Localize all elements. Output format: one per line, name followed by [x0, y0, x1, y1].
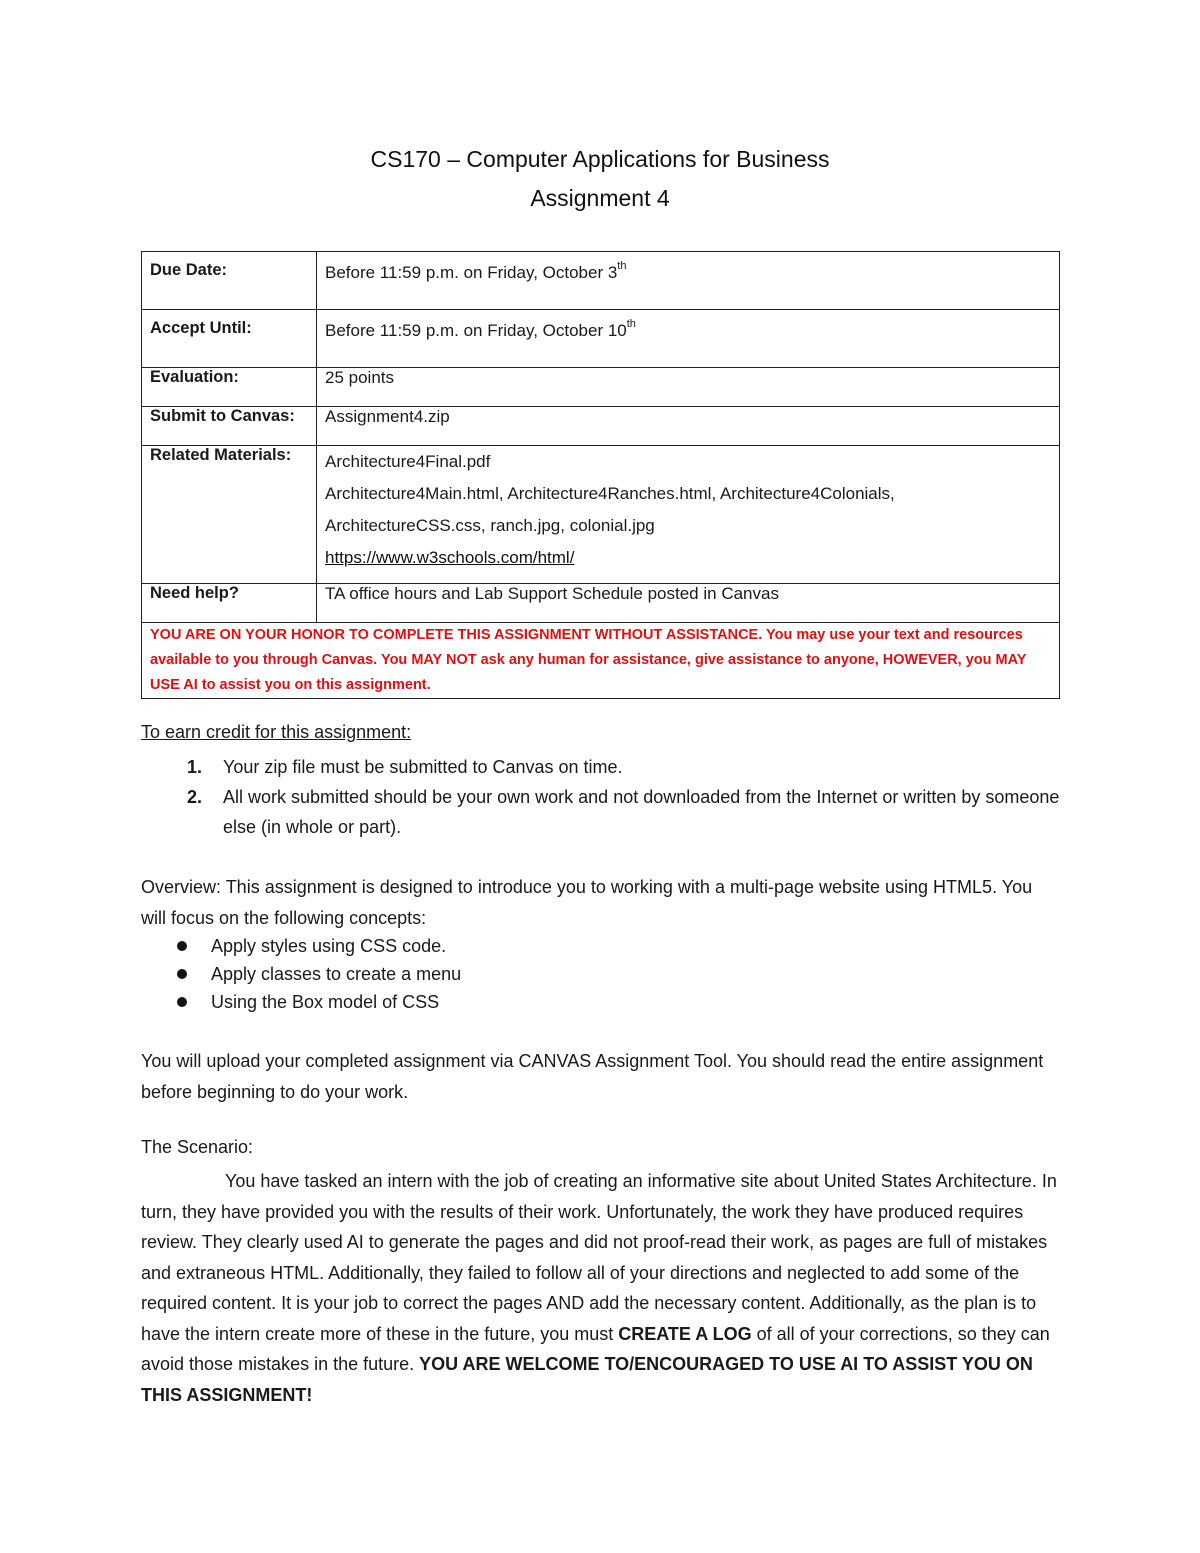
scenario-heading: The Scenario:	[141, 1137, 254, 1157]
related-file-line: Architecture4Main.html, Architecture4Ranches.html, Architecture4Colonials,	[325, 484, 895, 503]
credit-heading: To earn credit for this assignment:	[141, 722, 412, 742]
due-date-label: Due Date:	[142, 252, 317, 310]
table-row	[142, 252, 1060, 310]
related-file-line: Architecture4Final.pdf	[325, 452, 491, 471]
scenario-paragraph: You have tasked an intern with the job of creating an informative site about United States Architecture. In turn, they have provided you with the results of their work. Unfortunately, the work they have produced requires review. They clearly used AI to generate the pages and did not proof-read their work, as pages are full of mistakes and extraneous HTML. Additionally, they failed to follow all of your directions and neglected to add some of the required content. It is your job to correct the pages AND add the necessary content. Additionally, as the plan is to have the intern create more of these in the future, you must CREATE A LOG of all of your corrections, so they can avoid those mistakes in the future. YOU ARE WELCOME TO/ENCOURAGED TO USE AI TO ASSIST YOU ON THIS ASSIGNMENT!	[141, 1171, 1057, 1405]
table-row	[142, 368, 1060, 407]
list-item: 2. All work submitted should be your own work and not downloaded from the Internet or written by someone else (in whole or part).	[141, 782, 1061, 842]
list-item: Apply classes to create a menu	[141, 960, 461, 988]
list-item: 1. Your zip file must be submitted to Canvas on time.	[141, 752, 1061, 782]
evaluation-label: Evaluation:	[142, 368, 317, 407]
upload-paragraph: You will upload your completed assignment via CANVAS Assignment Tool. You should read the entire assignment before beginning to do your work.	[141, 1051, 1044, 1102]
related-materials-label: Related Materials:	[142, 446, 317, 584]
evaluation-value: 25 points	[317, 368, 1060, 407]
accept-until-value: Before 11:59 p.m. on Friday, October 10th	[317, 310, 1060, 368]
assignment-info-table	[141, 251, 1060, 699]
need-help-value: TA office hours and Lab Support Schedule posted in Canvas	[317, 584, 1060, 623]
list-item: Apply styles using CSS code.	[141, 932, 461, 960]
table-row	[142, 584, 1060, 623]
honor-statement: YOU ARE ON YOUR HONOR TO COMPLETE THIS ASSIGNMENT WITHOUT ASSISTANCE. You may use your text and resources available to you through Canvas. You MAY NOT ask any human for assistance, give assistance to anyone, HOWEVER, you MAY USE AI to assist you on this assignment.	[142, 623, 1060, 699]
course-title: CS170 – Computer Applications for Business	[370, 146, 830, 172]
need-help-label: Need help?	[142, 584, 317, 623]
bullet-icon	[177, 941, 187, 951]
overview-paragraph: Overview: This assignment is designed to introduce you to working with a multi-page website using HTML5. You will focus on the following concepts:	[141, 877, 1033, 928]
table-row	[142, 407, 1060, 446]
w3schools-link[interactable]: https://www.w3schools.com/html/	[325, 548, 575, 567]
related-file-line: ArchitectureCSS.css, ranch.jpg, colonial.jpg	[325, 516, 655, 535]
assignment-title: Assignment 4	[530, 185, 670, 211]
due-date-superscript: th	[617, 260, 627, 272]
concepts-list	[141, 932, 461, 1016]
credit-requirements-list	[141, 752, 1061, 842]
submit-value: Assignment4.zip	[317, 407, 1060, 446]
due-date-value: Before 11:59 p.m. on Friday, October 3th	[317, 252, 1060, 310]
bullet-icon	[177, 997, 187, 1007]
accept-until-superscript: th	[626, 318, 636, 330]
table-row	[142, 446, 1060, 584]
create-log-emphasis: CREATE A LOG	[618, 1323, 752, 1344]
submit-label: Submit to Canvas:	[142, 407, 317, 446]
list-item: Using the Box model of CSS	[141, 988, 461, 1016]
ai-encouraged-emphasis: YOU ARE WELCOME TO/ENCOURAGED TO USE AI TO ASSIST YOU ON THIS ASSIGNMENT!	[141, 1354, 1033, 1405]
bullet-icon	[177, 969, 187, 979]
table-row	[142, 310, 1060, 368]
accept-until-label: Accept Until:	[142, 310, 317, 368]
list-number: 2.	[187, 787, 203, 807]
list-number: 1.	[187, 757, 203, 777]
related-materials-value	[317, 446, 1060, 584]
table-row	[142, 623, 1060, 699]
